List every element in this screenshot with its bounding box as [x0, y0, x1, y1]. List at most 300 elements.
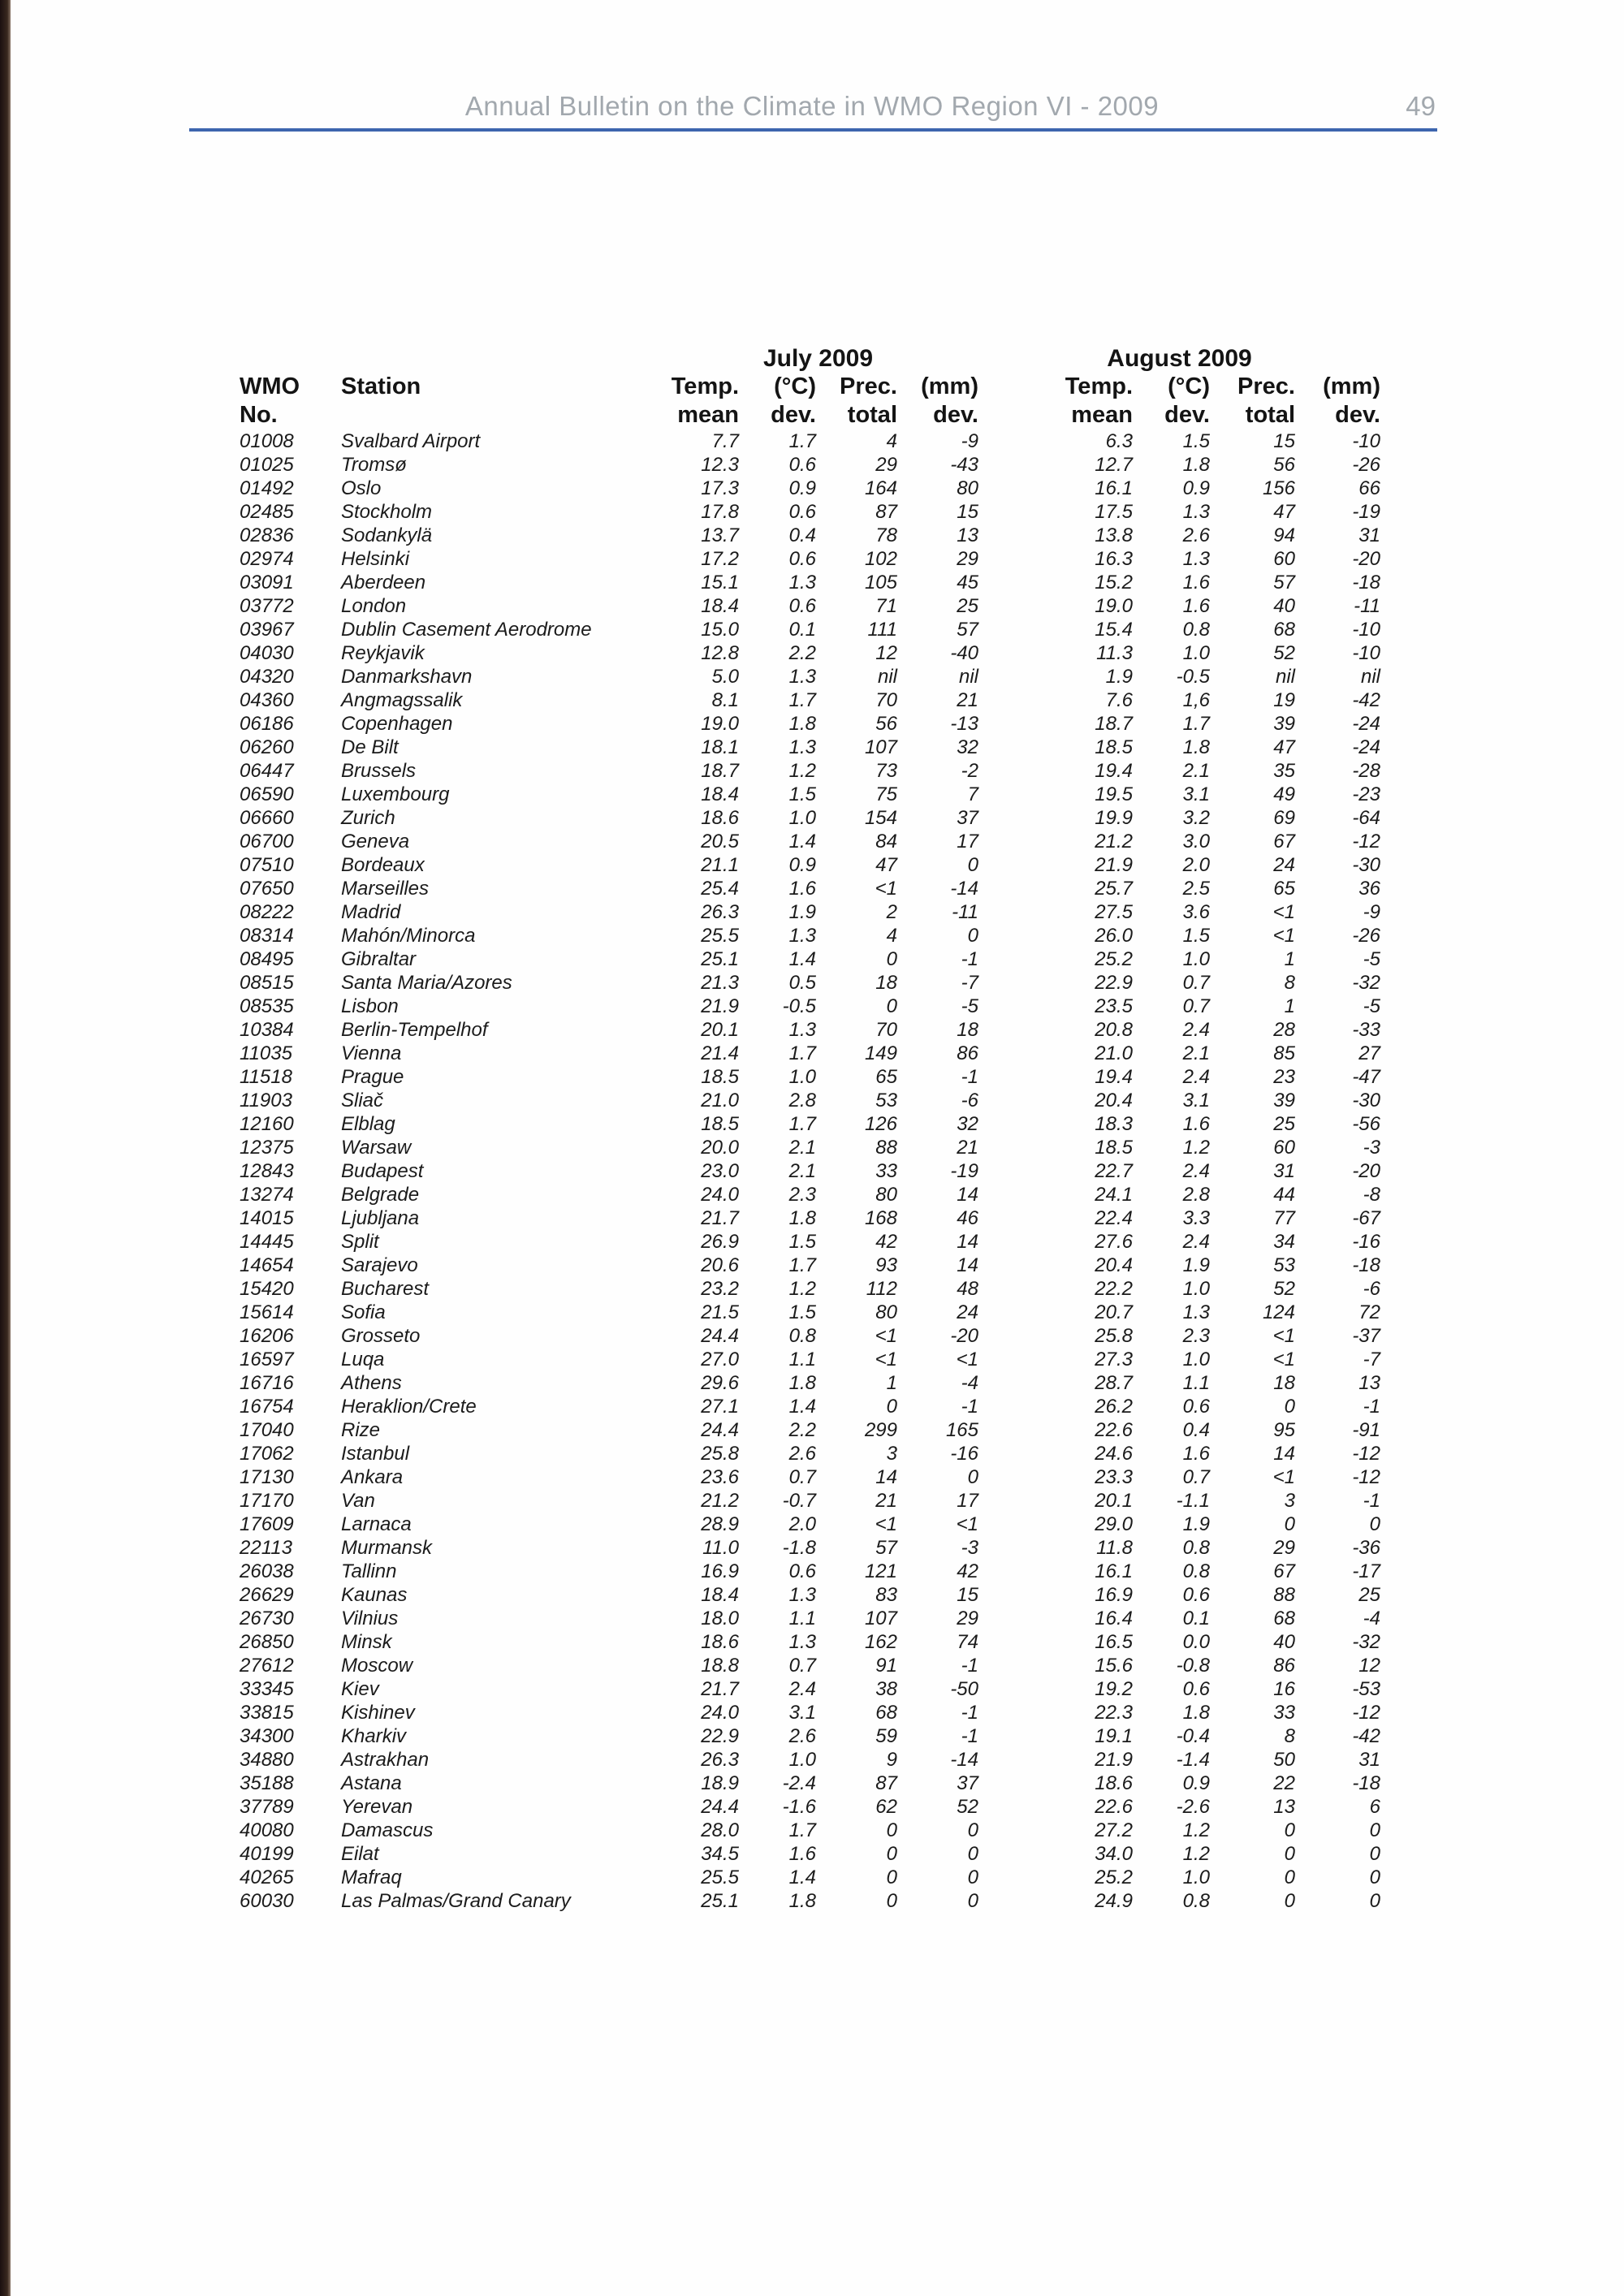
july-temp-mean-cell: 17.3: [701, 477, 739, 499]
wmo-number-cell: 08495: [240, 948, 294, 970]
july-temp-mean-cell: 18.9: [701, 1772, 739, 1794]
july-prec-total-cell: 84: [875, 831, 897, 852]
aug-prec-dev-cell: -16: [1352, 1231, 1380, 1253]
table-row: [240, 547, 1380, 571]
july-prec-dev-cell: 32: [957, 1113, 978, 1135]
aug-prec-total-cell: 68: [1273, 619, 1295, 641]
wmo-number-cell: 16206: [240, 1325, 294, 1347]
july-prec-dev-cell: 14: [957, 1184, 978, 1206]
wmo-number-cell: 01025: [240, 454, 294, 476]
table-row: [240, 947, 1380, 971]
july-prec-total-cell: 164: [864, 477, 897, 499]
table-row: [240, 1112, 1380, 1136]
table-row: [240, 1042, 1380, 1065]
july-prec-dev-cell: 25: [957, 595, 978, 617]
station-name-cell: Luqa: [341, 1349, 385, 1370]
col-header-line: (°C): [774, 373, 816, 399]
table-row: [240, 1395, 1380, 1418]
july-prec-total-cell: 102: [864, 548, 897, 570]
july-temp-dev-cell: 0.6: [788, 548, 816, 570]
wmo-number-cell: 27612: [240, 1655, 294, 1677]
aug-temp-mean-cell: 6.3: [1105, 430, 1133, 452]
july-temp-mean-cell: 20.0: [701, 1137, 739, 1159]
aug-prec-total-cell: 1: [1284, 948, 1295, 970]
col-header-line: (mm): [921, 373, 978, 399]
aug-temp-dev-cell: 2.4: [1182, 1231, 1210, 1253]
july-prec-dev-cell: 52: [957, 1796, 978, 1818]
aug-temp-dev-cell: 1.7: [1182, 713, 1210, 735]
july-temp-dev-cell: 0.4: [788, 524, 816, 546]
aug-temp-mean-cell: 16.4: [1095, 1608, 1133, 1629]
aug-prec-total-cell: 69: [1273, 807, 1295, 829]
station-name-cell: Eilat: [341, 1843, 379, 1865]
col-header-aug-prec-dev: [1295, 373, 1380, 429]
station-name-cell: Reykjavik: [341, 642, 425, 664]
july-temp-dev-cell: 2.3: [788, 1184, 816, 1206]
july-temp-dev-cell: 1.4: [788, 831, 816, 852]
july-temp-mean-cell: 25.4: [701, 878, 739, 900]
aug-prec-dev-cell: -33: [1352, 1019, 1380, 1041]
july-temp-dev-cell: 0.1: [788, 619, 816, 641]
july-prec-dev-cell: -7: [961, 972, 978, 994]
july-temp-dev-cell: 1.7: [788, 430, 816, 452]
aug-temp-dev-cell: 0.8: [1182, 1537, 1210, 1559]
aug-prec-dev-cell: -30: [1352, 1090, 1380, 1111]
aug-temp-dev-cell: 1.9: [1182, 1513, 1210, 1535]
aug-temp-dev-cell: 0.1: [1182, 1608, 1210, 1629]
aug-temp-dev-cell: 1.2: [1182, 1843, 1210, 1865]
aug-prec-dev-cell: -7: [1363, 1349, 1380, 1370]
table-row: [240, 641, 1380, 665]
wmo-number-cell: 16754: [240, 1396, 294, 1418]
july-prec-dev-cell: -1: [961, 1702, 978, 1724]
aug-temp-dev-cell: 1.6: [1182, 1443, 1210, 1465]
col-header-line: mean: [1071, 402, 1133, 428]
aug-temp-dev-cell: 0.6: [1182, 1396, 1210, 1418]
aug-prec-total-cell: 56: [1273, 454, 1295, 476]
july-temp-mean-cell: 27.1: [701, 1396, 739, 1418]
july-temp-mean-cell: 21.7: [701, 1207, 739, 1229]
july-prec-dev-cell: 15: [957, 1584, 978, 1606]
aug-prec-total-cell: 0: [1284, 1843, 1295, 1865]
aug-temp-mean-cell: 11.8: [1096, 1537, 1133, 1559]
aug-prec-total-cell: 24: [1273, 854, 1295, 876]
aug-temp-dev-cell: 1.2: [1182, 1819, 1210, 1841]
table-row: [240, 806, 1380, 830]
aug-prec-total-cell: 86: [1273, 1655, 1295, 1677]
july-prec-total-cell: 18: [875, 972, 897, 994]
july-temp-mean-cell: 26.9: [701, 1231, 739, 1253]
wmo-number-cell: 07650: [240, 878, 294, 900]
aug-prec-dev-cell: 0: [1369, 1867, 1380, 1888]
wmo-number-cell: 03091: [240, 572, 294, 593]
aug-prec-total-cell: 67: [1273, 831, 1295, 852]
july-temp-mean-cell: 21.4: [701, 1042, 739, 1064]
aug-temp-dev-cell: 2.5: [1182, 878, 1210, 900]
aug-temp-mean-cell: 20.1: [1095, 1490, 1133, 1512]
aug-temp-dev-cell: 0.8: [1182, 1560, 1210, 1582]
aug-temp-dev-cell: 2.8: [1182, 1184, 1210, 1206]
aug-prec-dev-cell: -8: [1363, 1184, 1380, 1206]
aug-prec-dev-cell: -18: [1352, 572, 1380, 593]
station-name-cell: Larnaca: [341, 1513, 412, 1535]
july-temp-mean-cell: 25.1: [701, 1890, 739, 1912]
aug-prec-dev-cell: -3: [1363, 1137, 1380, 1159]
july-temp-dev-cell: 1.7: [788, 1254, 816, 1276]
aug-prec-dev-cell: 6: [1369, 1796, 1380, 1818]
wmo-number-cell: 12160: [240, 1113, 294, 1135]
aug-temp-dev-cell: 0.8: [1182, 1890, 1210, 1912]
station-name-cell: Heraklion/Crete: [341, 1396, 477, 1418]
aug-temp-mean-cell: 15.6: [1095, 1655, 1133, 1677]
july-temp-dev-cell: 0.8: [788, 1325, 816, 1347]
aug-prec-dev-cell: -12: [1352, 1466, 1380, 1488]
aug-temp-mean-cell: 22.9: [1095, 972, 1133, 994]
aug-temp-dev-cell: 1.5: [1182, 430, 1210, 452]
station-name-cell: Sofia: [341, 1301, 386, 1323]
july-temp-dev-cell: 1.4: [788, 1396, 816, 1418]
aug-prec-total-cell: 39: [1273, 1090, 1295, 1111]
aug-prec-dev-cell: -91: [1352, 1419, 1380, 1441]
aug-temp-dev-cell: 2.1: [1182, 760, 1210, 782]
july-prec-total-cell: 68: [875, 1702, 897, 1724]
july-temp-dev-cell: 1.8: [788, 1207, 816, 1229]
aug-temp-mean-cell: 24.1: [1095, 1184, 1133, 1206]
july-temp-mean-cell: 25.8: [701, 1443, 739, 1465]
table-row: [240, 1418, 1380, 1442]
table-row: [240, 1630, 1380, 1654]
july-temp-dev-cell: 1.3: [788, 1019, 816, 1041]
july-prec-total-cell: 88: [875, 1137, 897, 1159]
july-temp-dev-cell: 2.1: [788, 1160, 816, 1182]
station-name-cell: Ankara: [341, 1466, 404, 1488]
july-prec-dev-cell: -40: [950, 642, 978, 664]
july-temp-mean-cell: 18.6: [701, 807, 739, 829]
july-prec-dev-cell: 0: [967, 854, 978, 876]
aug-prec-dev-cell: -37: [1352, 1325, 1380, 1347]
station-name-cell: Belgrade: [341, 1184, 420, 1206]
table-row: [240, 429, 1380, 453]
july-temp-dev-cell: 0.6: [788, 454, 816, 476]
wmo-number-cell: 11035: [240, 1042, 292, 1064]
aug-temp-mean-cell: 23.3: [1095, 1466, 1133, 1488]
july-prec-total-cell: 4: [886, 925, 897, 947]
july-temp-mean-cell: 21.1: [701, 854, 739, 876]
july-prec-dev-cell: -16: [950, 1443, 978, 1465]
aug-prec-total-cell: 0: [1284, 1867, 1295, 1888]
july-prec-dev-cell: -13: [950, 713, 978, 735]
aug-temp-dev-cell: 0.9: [1182, 477, 1210, 499]
aug-temp-dev-cell: 1.0: [1182, 642, 1210, 664]
station-name-cell: Berlin-Tempelhof: [341, 1019, 488, 1041]
aug-prec-total-cell: 22: [1273, 1772, 1295, 1794]
july-temp-mean-cell: 26.3: [701, 901, 739, 923]
july-prec-dev-cell: 37: [957, 807, 978, 829]
july-temp-mean-cell: 24.4: [701, 1796, 739, 1818]
july-temp-mean-cell: 18.1: [701, 736, 739, 758]
july-temp-dev-cell: 1.0: [788, 1749, 816, 1771]
july-temp-dev-cell: 1.1: [788, 1608, 816, 1629]
july-prec-dev-cell: <1: [956, 1349, 978, 1370]
aug-temp-mean-cell: 21.9: [1095, 1749, 1133, 1771]
station-name-cell: Mafraq: [341, 1867, 402, 1888]
aug-prec-total-cell: 57: [1273, 572, 1295, 593]
aug-prec-total-cell: 33: [1273, 1702, 1295, 1724]
station-name-cell: Sliač: [341, 1090, 384, 1111]
july-prec-dev-cell: 57: [957, 619, 978, 641]
col-header-line: total: [1245, 402, 1295, 428]
july-prec-total-cell: 80: [875, 1301, 897, 1323]
table-row: [240, 1583, 1380, 1607]
table-row: [240, 1018, 1380, 1042]
wmo-number-cell: 26629: [240, 1584, 294, 1606]
july-prec-dev-cell: 80: [957, 477, 978, 499]
july-prec-dev-cell: nil: [958, 666, 978, 688]
aug-prec-dev-cell: -12: [1352, 1702, 1380, 1724]
july-prec-dev-cell: 0: [967, 1867, 978, 1888]
july-temp-dev-cell: 0.7: [788, 1466, 816, 1488]
july-temp-dev-cell: 1.2: [788, 1278, 816, 1300]
july-prec-dev-cell: 0: [967, 1843, 978, 1865]
aug-prec-total-cell: 3: [1284, 1490, 1295, 1512]
col-header-aug-temp-mean: [978, 373, 1133, 429]
july-temp-mean-cell: 17.2: [701, 548, 739, 570]
aug-prec-total-cell: 52: [1273, 1278, 1295, 1300]
aug-prec-total-cell: 15: [1273, 430, 1295, 452]
july-temp-dev-cell: -1.6: [782, 1796, 816, 1818]
station-name-cell: Kishinev: [341, 1702, 415, 1724]
aug-prec-total-cell: 156: [1262, 477, 1295, 499]
table-row: [240, 1065, 1380, 1089]
table-row: [240, 1230, 1380, 1254]
july-prec-dev-cell: -4: [961, 1372, 978, 1394]
table-row: [240, 1654, 1380, 1677]
aug-prec-total-cell: 124: [1262, 1301, 1295, 1323]
july-temp-dev-cell: 1.6: [788, 878, 816, 900]
aug-prec-total-cell: 52: [1273, 642, 1295, 664]
wmo-number-cell: 06260: [240, 736, 294, 758]
aug-temp-dev-cell: 0.7: [1182, 972, 1210, 994]
aug-temp-mean-cell: 15.2: [1095, 572, 1133, 593]
station-name-cell: Sarajevo: [341, 1254, 418, 1276]
col-header-line: No.: [240, 402, 278, 428]
aug-temp-mean-cell: 16.3: [1095, 548, 1133, 570]
july-temp-mean-cell: 13.7: [701, 524, 739, 546]
july-prec-dev-cell: -6: [961, 1090, 978, 1111]
aug-temp-mean-cell: 11.3: [1096, 642, 1133, 664]
wmo-number-cell: 15614: [240, 1301, 294, 1323]
station-name-cell: Ljubljana: [341, 1207, 420, 1229]
aug-temp-mean-cell: 25.2: [1095, 1867, 1133, 1888]
july-temp-mean-cell: 23.6: [701, 1466, 739, 1488]
aug-prec-dev-cell: -42: [1352, 689, 1380, 711]
aug-prec-dev-cell: -19: [1352, 501, 1380, 523]
aug-prec-dev-cell: 12: [1358, 1655, 1380, 1677]
station-name-cell: Mahón/Minorca: [341, 925, 476, 947]
station-name-cell: Kiev: [341, 1678, 379, 1700]
aug-temp-mean-cell: 22.6: [1095, 1796, 1133, 1818]
station-name-cell: Brussels: [341, 760, 417, 782]
table-row: [240, 995, 1380, 1018]
july-prec-dev-cell: -50: [950, 1678, 978, 1700]
aug-prec-total-cell: 94: [1273, 524, 1295, 546]
aug-temp-mean-cell: 25.7: [1095, 878, 1133, 900]
table-row: [240, 971, 1380, 995]
july-prec-dev-cell: 29: [957, 548, 978, 570]
july-temp-dev-cell: 1.8: [788, 713, 816, 735]
aug-prec-total-cell: <1: [1272, 901, 1295, 923]
aug-prec-dev-cell: 0: [1369, 1890, 1380, 1912]
table-row: [240, 712, 1380, 736]
aug-prec-total-cell: 0: [1284, 1819, 1295, 1841]
station-name-cell: Elblag: [341, 1113, 395, 1135]
july-prec-dev-cell: -14: [950, 878, 978, 900]
aug-temp-mean-cell: 19.4: [1095, 1066, 1133, 1088]
aug-prec-dev-cell: 72: [1358, 1301, 1380, 1323]
july-temp-mean-cell: 18.6: [701, 1631, 739, 1653]
july-temp-mean-cell: 34.5: [701, 1843, 739, 1865]
july-temp-mean-cell: 21.0: [701, 1090, 739, 1111]
july-prec-dev-cell: 15: [957, 501, 978, 523]
aug-prec-dev-cell: -10: [1352, 619, 1380, 641]
aug-prec-total-cell: 44: [1273, 1184, 1295, 1206]
station-name-cell: Van: [341, 1490, 375, 1512]
july-temp-mean-cell: 18.8: [701, 1655, 739, 1677]
july-temp-dev-cell: 1.4: [788, 948, 816, 970]
table-row: [240, 665, 1380, 688]
july-prec-total-cell: 57: [875, 1537, 897, 1559]
july-temp-dev-cell: 1.5: [788, 783, 816, 805]
aug-prec-total-cell: 49: [1273, 783, 1295, 805]
july-prec-total-cell: 0: [886, 995, 897, 1017]
aug-temp-dev-cell: -1.4: [1176, 1749, 1210, 1771]
aug-prec-dev-cell: -17: [1352, 1560, 1380, 1582]
july-prec-total-cell: <1: [875, 1325, 897, 1347]
aug-temp-mean-cell: 20.4: [1095, 1254, 1133, 1276]
station-name-cell: Tallinn: [341, 1560, 397, 1582]
aug-prec-total-cell: 0: [1284, 1396, 1295, 1418]
aug-prec-dev-cell: -26: [1352, 925, 1380, 947]
aug-temp-dev-cell: 1.6: [1182, 1113, 1210, 1135]
july-prec-total-cell: 29: [875, 454, 897, 476]
wmo-number-cell: 33345: [240, 1678, 294, 1700]
table-row: [240, 1866, 1380, 1889]
july-prec-total-cell: 111: [867, 619, 897, 641]
aug-temp-dev-cell: 0.6: [1182, 1584, 1210, 1606]
month-header-july: July 2009: [762, 345, 874, 372]
july-temp-mean-cell: 21.5: [701, 1301, 739, 1323]
col-header-line: dev.: [1164, 402, 1210, 428]
col-header-july-prec-total: [816, 373, 897, 429]
station-name-cell: Split: [341, 1231, 379, 1253]
wmo-number-cell: 26730: [240, 1608, 294, 1629]
july-prec-dev-cell: -9: [961, 430, 978, 452]
july-prec-total-cell: 2: [886, 901, 897, 923]
wmo-number-cell: 14015: [240, 1207, 294, 1229]
aug-prec-dev-cell: -11: [1354, 595, 1380, 617]
wmo-number-cell: 02974: [240, 548, 294, 570]
aug-prec-dev-cell: -47: [1352, 1066, 1380, 1088]
july-prec-dev-cell: 29: [957, 1608, 978, 1629]
col-header-july-temp-dev: [739, 373, 816, 429]
table-row: [240, 1536, 1380, 1560]
july-temp-dev-cell: 2.0: [788, 1513, 816, 1535]
july-prec-total-cell: 162: [864, 1631, 897, 1653]
july-temp-dev-cell: 1.3: [788, 1584, 816, 1606]
aug-prec-dev-cell: 0: [1369, 1513, 1380, 1535]
july-temp-dev-cell: 0.9: [788, 477, 816, 499]
july-prec-total-cell: 62: [875, 1796, 897, 1818]
july-prec-total-cell: <1: [875, 878, 897, 900]
table-row: [240, 1748, 1380, 1772]
aug-temp-mean-cell: 34.0: [1095, 1843, 1133, 1865]
july-prec-total-cell: 0: [886, 1819, 897, 1841]
aug-prec-dev-cell: -4: [1363, 1608, 1380, 1629]
aug-temp-dev-cell: 3.1: [1182, 783, 1210, 805]
july-temp-dev-cell: 1.0: [788, 807, 816, 829]
aug-temp-dev-cell: 2.0: [1182, 854, 1210, 876]
aug-temp-mean-cell: 13.8: [1095, 524, 1133, 546]
aug-temp-dev-cell: 1.8: [1182, 454, 1210, 476]
july-temp-mean-cell: 24.4: [701, 1325, 739, 1347]
aug-temp-mean-cell: 25.2: [1095, 948, 1133, 970]
july-temp-mean-cell: 16.9: [701, 1560, 739, 1582]
aug-prec-dev-cell: -1: [1363, 1490, 1380, 1512]
july-prec-total-cell: 42: [875, 1231, 897, 1253]
july-temp-mean-cell: 18.4: [701, 783, 739, 805]
table-row: [240, 477, 1380, 500]
july-temp-mean-cell: 20.5: [701, 831, 739, 852]
station-name-cell: Kaunas: [341, 1584, 408, 1606]
july-prec-dev-cell: -5: [961, 995, 978, 1017]
july-prec-total-cell: 0: [886, 1890, 897, 1912]
july-temp-mean-cell: 15.0: [701, 619, 739, 641]
july-temp-mean-cell: 21.7: [701, 1678, 739, 1700]
july-temp-mean-cell: 18.4: [701, 1584, 739, 1606]
aug-temp-mean-cell: 23.5: [1095, 995, 1133, 1017]
aug-temp-mean-cell: 15.4: [1095, 619, 1133, 641]
aug-temp-mean-cell: 29.0: [1095, 1513, 1133, 1535]
july-prec-total-cell: 149: [864, 1042, 897, 1064]
july-prec-dev-cell: -1: [961, 1725, 978, 1747]
july-temp-dev-cell: 1.2: [788, 760, 816, 782]
aug-temp-dev-cell: 1.3: [1182, 501, 1210, 523]
aug-temp-mean-cell: 16.5: [1095, 1631, 1133, 1653]
aug-prec-total-cell: <1: [1272, 1466, 1295, 1488]
month-header-spacer: [240, 345, 658, 373]
table-row: [240, 900, 1380, 924]
july-prec-total-cell: 59: [875, 1725, 897, 1747]
july-prec-total-cell: 21: [875, 1490, 897, 1512]
station-name-cell: Gibraltar: [341, 948, 417, 970]
july-prec-total-cell: 154: [864, 807, 897, 829]
july-temp-mean-cell: 28.9: [701, 1513, 739, 1535]
aug-temp-dev-cell: 3.2: [1182, 807, 1210, 829]
col-header-aug-temp-dev: [1133, 373, 1210, 429]
july-prec-total-cell: nil: [877, 666, 897, 688]
aug-temp-mean-cell: 27.5: [1095, 901, 1133, 923]
station-name-cell: Svalbard Airport: [341, 430, 481, 452]
wmo-number-cell: 08314: [240, 925, 294, 947]
table-row: [240, 688, 1380, 712]
aug-prec-dev-cell: -24: [1352, 713, 1380, 735]
wmo-number-cell: 14654: [240, 1254, 294, 1276]
july-temp-mean-cell: 25.5: [701, 925, 739, 947]
table-row: [240, 1089, 1380, 1112]
july-temp-dev-cell: 1.7: [788, 1113, 816, 1135]
aug-prec-dev-cell: -28: [1352, 760, 1380, 782]
july-temp-mean-cell: 24.0: [701, 1184, 739, 1206]
